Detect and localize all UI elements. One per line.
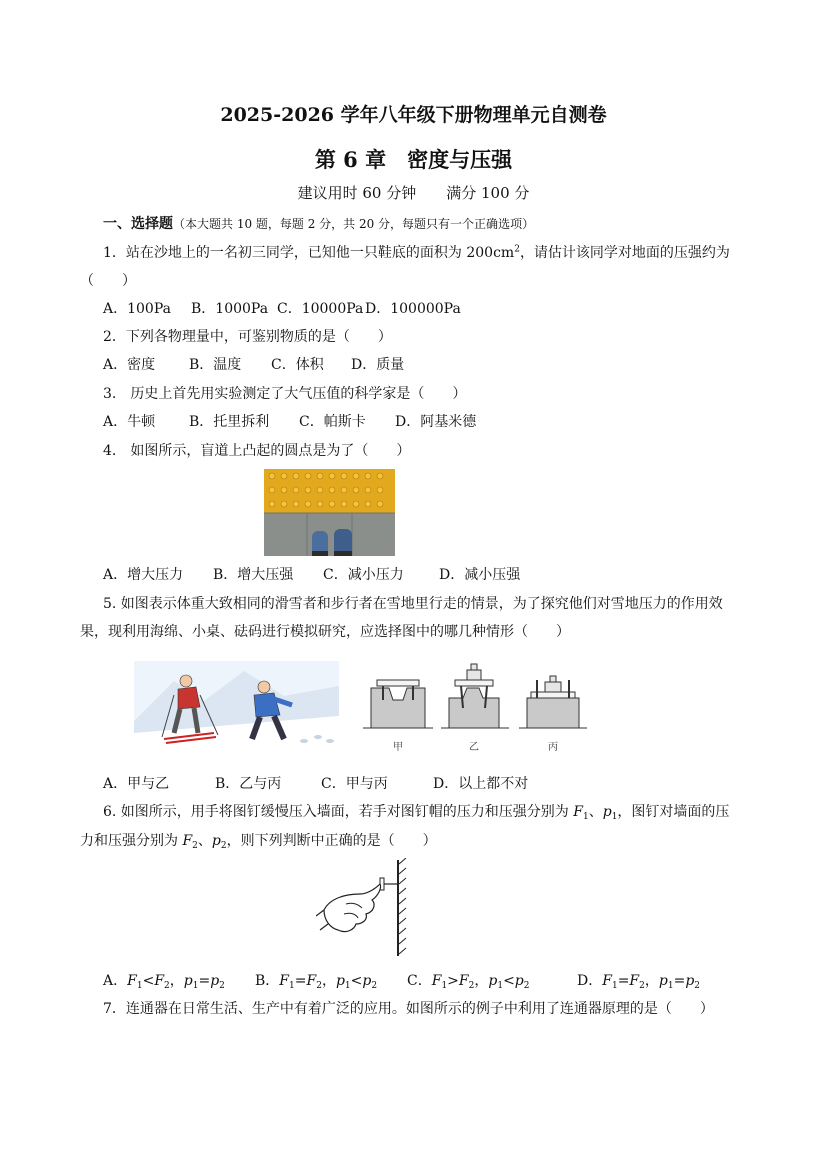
q5-option-c: C．甲与丙 bbox=[321, 776, 388, 792]
q5-option-d: D．以上都不对 bbox=[433, 776, 529, 792]
q2-option-b: B．温度 bbox=[189, 357, 242, 373]
q5-option-b: B．乙与丙 bbox=[215, 776, 282, 792]
setup-jia bbox=[363, 680, 433, 728]
q6-stem-line1: 6. 如图所示，用手将图钉缓慢压入墙面，若手对图钉帽的压力和压强分别为 $F_1$、$p_1$，图钉对墙面的压 bbox=[103, 804, 730, 822]
q5-stem-line1: 5. 如图表示体重大致相同的滑雪者和步行者在雪地里行走的情景，为了探究他们对雪地压力的作用效 bbox=[103, 596, 723, 612]
q1-option-d: D．100000Pa bbox=[365, 301, 461, 317]
exam-title: 2025-2026 学年八年级下册物理单元自测卷 bbox=[220, 104, 607, 126]
q6-line2-a: 力和压强分别为 bbox=[80, 833, 183, 849]
q4-stem: 4. 如图所示，盲道上凸起的圆点是为了（ ） bbox=[103, 443, 411, 459]
q4-option-a: A．增大压力 bbox=[103, 567, 184, 583]
q2-option-c: C．体积 bbox=[271, 357, 324, 373]
label-bing: 丙 bbox=[548, 742, 558, 753]
q1-stem-a: 1．站在沙地上的一名初三同学，已知他一只鞋底的面积为 200cm bbox=[103, 245, 515, 261]
q3-option-b: B．托里拆利 bbox=[189, 414, 270, 430]
q6-stem-line2: 力和压强分别为 $F_2$、$p_2$，则下列判断中正确的是（ ） bbox=[80, 833, 437, 851]
label-jia: 甲 bbox=[393, 742, 403, 753]
q1-stem-b: ，请估计该同学对地面的压强约为 bbox=[519, 245, 730, 261]
q6-line1-a: 6. 如图所示，用手将图钉缓慢压入墙面，若手对图钉帽的压力和压强分别为 bbox=[103, 804, 574, 820]
q5-stem-line2: 果，现利用海绵、小桌、砝码进行模拟研究，应选择图中的哪几种情形（ ） bbox=[80, 624, 570, 640]
q2-stem: 2．下列各物理量中，可鉴别物质的是（ ） bbox=[103, 329, 392, 345]
q3-stem: 3. 历史上首先用实验测定了大气压值的科学家是（ ） bbox=[103, 386, 467, 402]
q6-option-b: B．$F_1=F_2$，$p_1<p_2$ bbox=[255, 973, 378, 991]
q3-option-d: D．阿基米德 bbox=[395, 414, 477, 430]
section-heading bbox=[103, 214, 534, 234]
q6-option-d: D．$F_1=F_2$，$p_1=p_2$ bbox=[577, 973, 701, 991]
snow-scene-illustration bbox=[134, 661, 339, 751]
label-yi: 乙 bbox=[469, 742, 479, 753]
q1-paren: （ ） bbox=[80, 273, 136, 289]
q7-stem: 7．连通器在日常生活、生产中有着广泛的应用。如图所示的例子中利用了连通器原理的是（ ） bbox=[103, 1001, 714, 1017]
setup-bing bbox=[519, 676, 587, 728]
q1-option-a: A．100Pa bbox=[103, 301, 171, 317]
setup-yi bbox=[441, 664, 509, 728]
q1-sup: 2 bbox=[514, 244, 520, 255]
q2-option-a: A．密度 bbox=[103, 357, 156, 373]
thumbtack-hand-figure bbox=[316, 858, 408, 958]
sponge-table-experiment bbox=[363, 658, 587, 758]
q4-option-c: C．减小压力 bbox=[323, 567, 404, 583]
section-title: 一、选择题 bbox=[103, 216, 173, 232]
q1-option-c: C．10000Pa bbox=[277, 301, 364, 317]
q6-option-a: A．$F_1<F_2$，$p_1=p_2$ bbox=[103, 973, 225, 991]
q3-option-c: C．帕斯卡 bbox=[299, 414, 366, 430]
q1-stem bbox=[103, 243, 730, 263]
q6-line2-b: ，则下列判断中正确的是（ ） bbox=[226, 833, 437, 849]
q4-option-b: B．增大压强 bbox=[213, 567, 294, 583]
q5-option-a: A．甲与乙 bbox=[103, 776, 170, 792]
q4-option-d: D．减小压强 bbox=[439, 567, 521, 583]
q6-option-c: C．$F_1>F_2$，$p_1<p_2$ bbox=[407, 973, 530, 991]
q6-line1-b: ，图钉对墙面的压 bbox=[617, 804, 730, 820]
section-note: （本大题共 10 题，每题 2 分，共 20 分，每题只有一个正确选项） bbox=[173, 217, 535, 231]
q1-option-b: B．1000Pa bbox=[191, 301, 269, 317]
q2-option-d: D．质量 bbox=[351, 357, 405, 373]
tactile-paving-photo bbox=[264, 469, 395, 556]
time-info: 建议用时 60 分钟 满分 100 分 bbox=[297, 184, 530, 202]
chapter-title: 第 6 章 密度与压强 bbox=[314, 147, 513, 172]
q3-option-a: A．牛顿 bbox=[103, 414, 156, 430]
